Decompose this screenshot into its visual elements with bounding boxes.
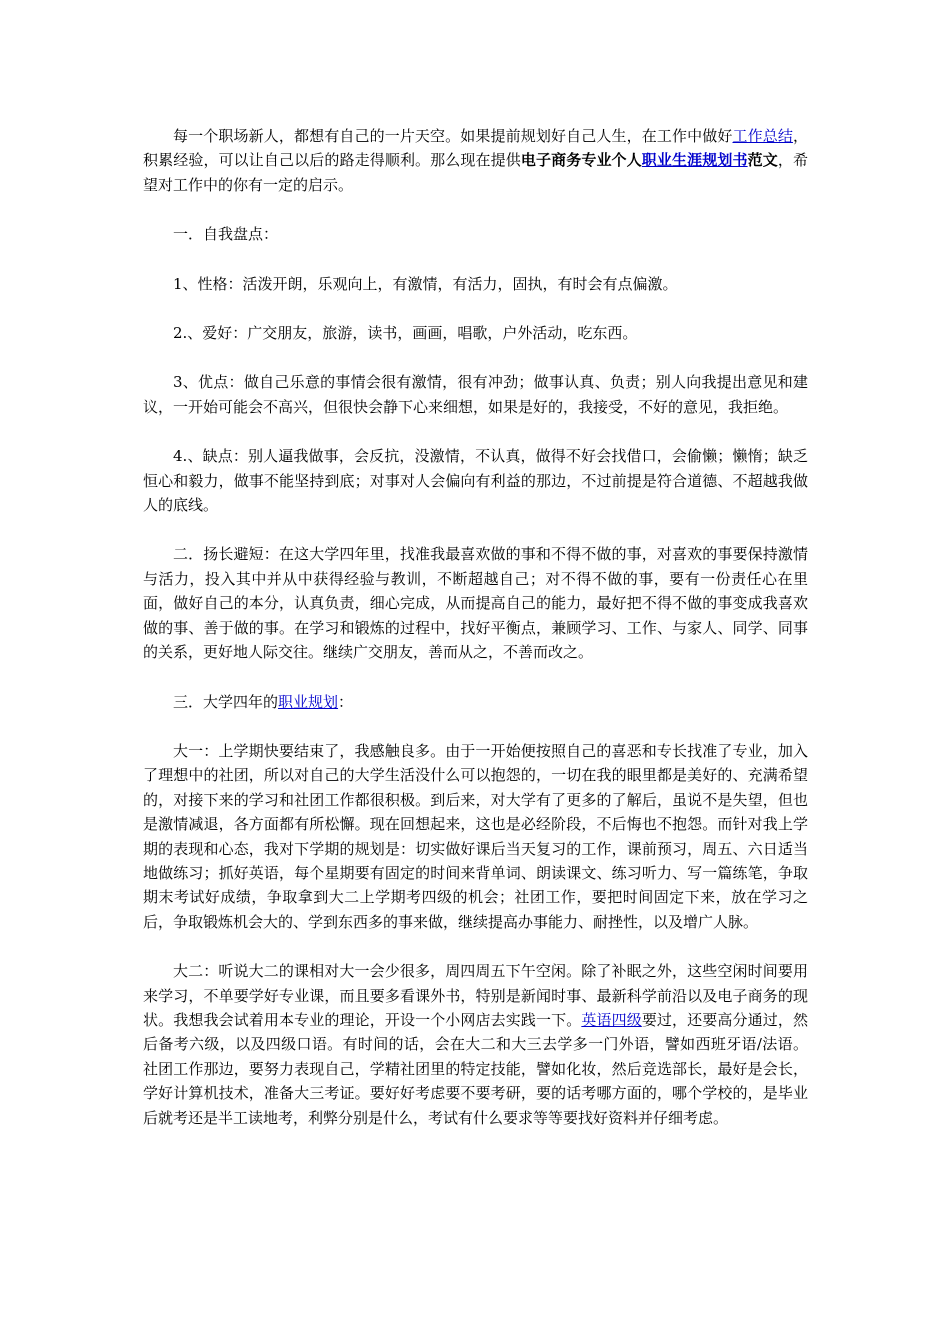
intro-bold-2: 范文 [747, 151, 778, 170]
document-body [143, 124, 808, 1155]
year2-text-2: 要过，还要高分通过，然后备考六级，以及四级口语。有时间的话，会在大二和大三去学多一门外语，譬如西班牙语/法语。社团工作那边，要努力表现自己，学精社团里的特定技能，譬如化妆，然后竞选部长，最好是会长，学好计算机技术，准备大三考证。要好好考虑要不要考研，要的话考哪方面的，哪个学校的，是毕业后就考还是半工读地考，利弊分别是什么，考试有什么要求等等要找好资料并仔细考虑。 [143, 1010, 808, 1127]
cet4-link[interactable]: 英语四级 [581, 1010, 642, 1029]
career-plan-link[interactable] [642, 151, 748, 169]
hobby-item: 2.、爱好：广交朋友，旅游，读书，画画，唱歌，户外活动，吃东西。 [173, 324, 638, 343]
intro-text-2: ，积累经验，可以让自己以后的路走得顺利。那么现在提供 [143, 127, 808, 170]
year2-text-1: 大二：听说大二的课相对大一会少很多，周四周五下午空闲。除了补眠之外，这些空闲时间要用来学习，不单要学好专业课，而且要多看课外书，特别是新闻时事、最新科学前沿以及电子商务的现状。我想我会试着用本专业的理论，开设一个小网店去实践一下。 [143, 962, 808, 1029]
strengths-item: 3、优点：做自己乐意的事情会很有激情，很有冲劲；做事认真、负责；别人向我提出意见和建议，一开始可能会不高兴，但很快会静下心来细想，如果是好的，我接受，不好的意见，我拒绝。 [143, 373, 808, 416]
intro-paragraph [143, 124, 808, 197]
personality-item: 1、性格：活泼开朗，乐观向上，有激情，有活力，固执，有时会有点偏激。 [173, 274, 678, 293]
year2-paragraph [143, 959, 808, 1130]
section3-heading-colon: ： [338, 692, 354, 711]
intro-text-1: 每一个职场新人，都想有自己的一片天空。如果提前规划好自己人生，在工作中做好 [173, 127, 733, 145]
weaknesses-item: 4.、缺点：别人逼我做事，会反抗，没激情，不认真，做得不好会找借口，会偷懒；懒惰；缺乏恒心和毅力，做事不能坚持到底；对事对人会偏向有利益的那边，不过前提是符合道德、不超越我做人的底线。 [143, 447, 808, 515]
section3-heading [143, 690, 808, 714]
intro-text-3: ，希望对工作中的你有一定的启示。 [143, 151, 808, 194]
section2-paragraph: 二．扬长避短：在这大学四年里，找准我最喜欢做的事和不得不做的事，对喜欢的事要保持激情与活力，投入其中并从中获得经验与教训，不断超越自己；对不得不做的事，要有一份责任心在里面，做好自己的本分，认真负责，细心完成，从而提高自己的能力，最好把不得不做的事变成我喜欢做的事、善于做的事。在学习和锻炼的过程中，找好平衡点，兼顾学习、工作、与家人、同学、同事的关系，更好地人际交往。继续广交朋友，善而从之，不善而改之。 [143, 545, 808, 662]
year1-paragraph: 大一：上学期快要结束了，我感触良多。由于一开始便按照自己的喜恶和专长找准了专业，加入了理想中的社团，所以对自己的大学生活没什么可以抱怨的，一切在我的眼里都是美好的、充满希望的，对接下来的学习和社团工作都很积极。到后来，对大学有了更多的了解后，虽说不是失望，但也是激情减退，各方面都有所松懈。现在回想起来，这也是必经阶段，不后悔也不抱怨。而针对我上学期的表现和心态，我对下学期的规划是：切实做好课后当天复习的工作，课前预习，周五、六日适当地做练习；抓好英语，每个星期要有固定的时间来背单词、朗读课文、练习听力、写一篇练笔，争取期末考试好成绩，争取拿到大二上学期考四级的机会；社团工作，要把时间固定下来，放在学习之后，争取锻炼机会大的、学到东西多的事来做，继续提高办事能力、耐挫性，以及增广人脉。 [143, 741, 808, 931]
section3-heading-text: 三．大学四年的 [173, 692, 279, 711]
work-summary-link[interactable]: 工作总结 [732, 127, 793, 145]
career-plan-link-text: 职业生涯规划书 [641, 151, 748, 170]
section1-heading: 一．自我盘点： [173, 225, 279, 244]
intro-bold-1: 电子商务专业个人 [520, 151, 642, 170]
career-planning-link[interactable]: 职业规划 [278, 692, 339, 711]
